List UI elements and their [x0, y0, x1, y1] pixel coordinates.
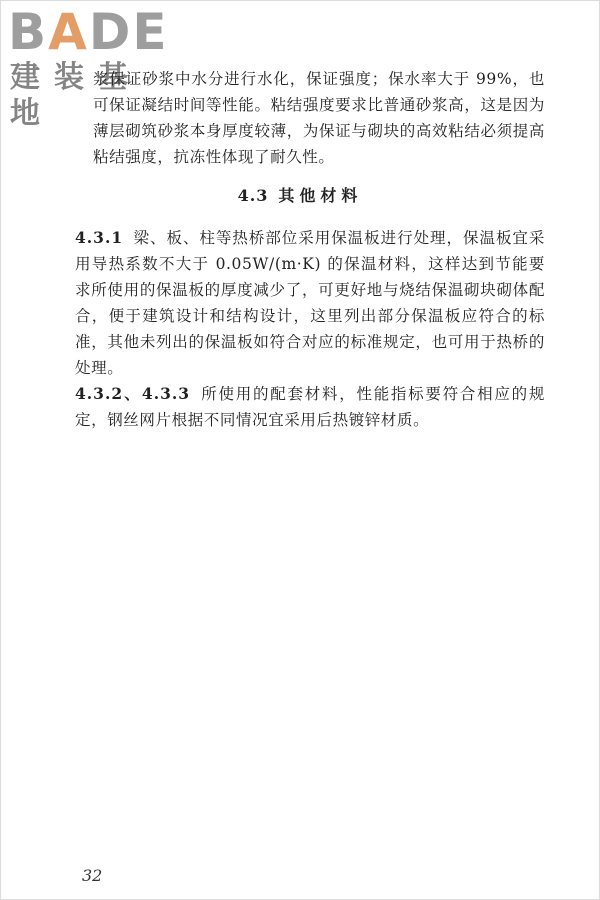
intro-paragraph-block — [75, 66, 545, 170]
clause-number: 4.3.1 — [75, 228, 124, 247]
logo-chinese-text: 建装基地 — [10, 60, 142, 131]
clause-number: 4.3.2、4.3.3 — [75, 384, 191, 403]
section-heading — [0, 183, 600, 206]
page-number: 32 — [82, 866, 103, 885]
intro-paragraph: 浆保证砂浆中水分进行水化，保证强度；保水率大于 99%，也可保证凝结时间等性能。粘结强度要求比普通砂浆高，这是因为薄层砌筑砂浆本身厚度较薄，为保证与砌块的高效粘结必须提高粘结强度，抗冻性体现了耐久性。 — [93, 70, 545, 166]
clause-text: 梁、板、柱等热桥部位采用保温板进行处理，保温板宜采用导热系数不大于 0.05W/(m·K) 的保温材料，这样达到节能要求所使用的保温板的厚度减少了，可更好地与烧结保温砌块砌体配合，便于建筑设计和结构设计，这里列出部分保温板应符合的标准，其他未列出的保温板如符合对应的标准规定，也可用于热桥的处理。 — [75, 229, 545, 377]
clause-text: 所使用的配套材料，性能指标要符合相应的规定，钢丝网片根据不同情况宜采用后热镀锌材质。 — [75, 385, 545, 429]
section-number: 4.3 — [237, 186, 269, 205]
clauses-block — [75, 225, 545, 433]
section-title: 其他材料 — [278, 186, 363, 205]
logo-wordmark: BADE — [8, 3, 169, 61]
clause-4-3-1 — [75, 225, 545, 381]
clause-4-3-2 — [75, 381, 545, 433]
